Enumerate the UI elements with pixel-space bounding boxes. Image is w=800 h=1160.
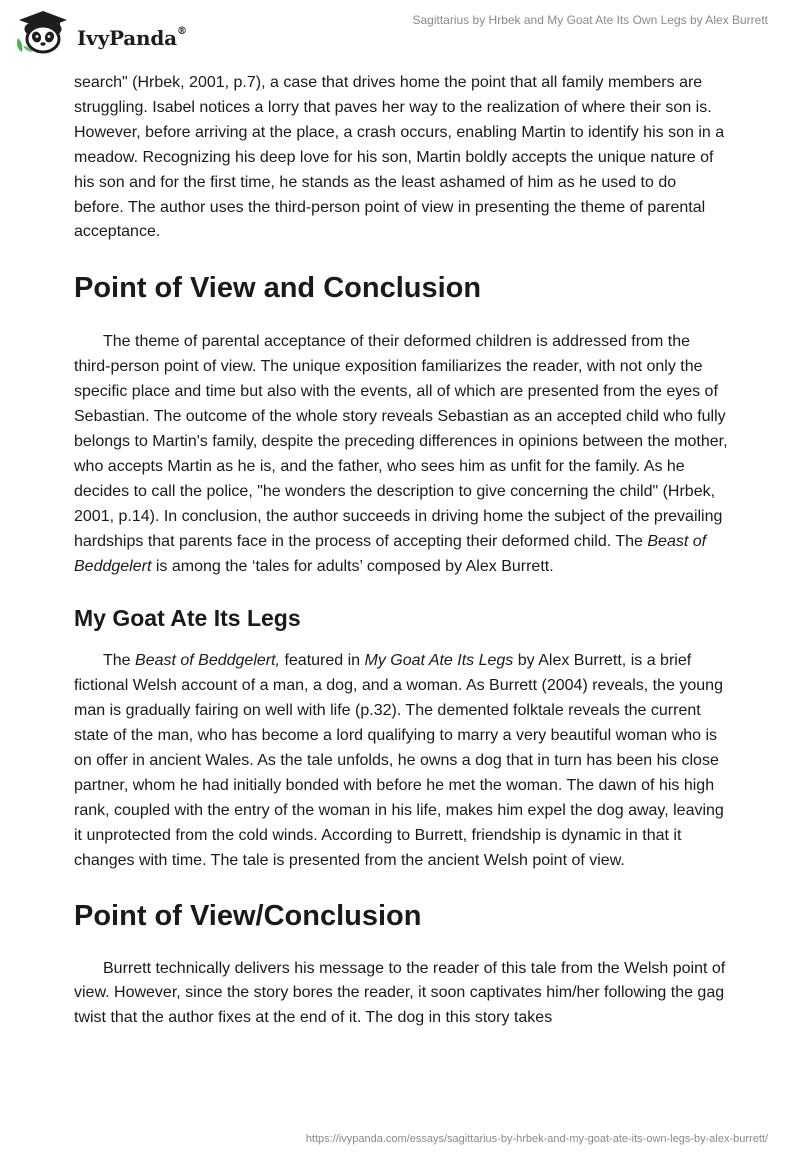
source-url[interactable]: https://ivypanda.com/essays/sagittarius-by-hrbek-and-my-goat-ate-its-own-legs-by-alex-burrett/ [305,1133,768,1145]
heading-point-of-view-conclusion: Point of View/Conclusion [74,899,422,932]
italic-title: My Goat Ate Its Legs [364,652,514,670]
paragraph-theme-acceptance: The theme of parental acceptance of their deformed children is addressed from the third-person point of view. The unique exposition familiarizes the reader, with not only the specific place and time but also with the events, all of which are presented from the eyes of Sebastian. The outcome of the whole story reveals Sebastian as an accepted child who fully belongs to Martin's family, despite the preceding differences in opinions between the mother, who accepts Martin as he is, and the father, who sees him as unfit for the family. As he decides to call the police, "he wonders the description to give concerning the child" (Hrbek, 2001, p.14). In conclusion, the author succeeds in driving home the subject of the prevailing hardships that parents face in the process of accepting their deformed child. The Beast of Beddgelert is among the ‘tales for adults’ composed by Alex Burrett. [74,333,728,575]
paragraph-burrett-message: Burrett technically delivers his message to the reader of this tale from the Welsh point of view. However, since the story bores the reader, it soon captivates him/her following the gag twist that the author fixes at the end of it. The dog in this story takes [74,959,726,1027]
document-title: Sagittarius by Hrbek and My Goat Ate Its Own Legs by Alex Burrett [412,13,768,27]
paragraph-continued: search" (Hrbek, 2001, p.7), a case that drives home the point that all family members are struggling. Isabel notices a lorry that paves her way to the realization of where their son is. However, before arriving at the place, a crash occurs, enabling Martin to identify his son in a meadow. Recognizing his deep love for his son, Martin boldly accepts the unique nature of his son and for the first time, he stands as the least ashamed of him as he used to do before. The author uses the third-person point of view in presenting the theme of parental acceptance. [74,74,725,241]
heading-point-of-view-and-conclusion: Point of View and Conclusion [74,272,482,305]
paragraph-beast-of-beddgelert: The Beast of Beddgelert, featured in My Goat Ate Its Legs by Alex Burrett, is a brief fictional Welsh account of a man, a dog, and a woman. As Burrett (2004) reveals, the young man is gradually fairing on well with life (p.32). The demented folktale reveals the current state of the man, who has become a lord qualifying to marry a very beautiful woman who is on offer in ancient Wales. As the tale unfolds, he owns a dog that in turn has been his close partner, whom he had initially bonded with before he met the woman. The dawn of his high rank, coupled with the entry of the woman in his life, makes him expel the dog away, leaving it unprotected from the cold winds. According to Burrett, friendship is dynamic in that it changes with time. The tale is presented from the ancient Welsh point of view. [74,652,724,869]
italic-title: Beast of Beddgelert [74,532,707,575]
essay-content [74,71,730,1031]
logo-wordmark: IvyPanda® [77,26,187,50]
registered-mark: ® [176,26,187,38]
page-header [0,0,800,66]
panda-logo-icon [14,8,72,56]
ivypanda-logo[interactable] [14,8,204,58]
italic-title: Beast of Beddgelert, [135,652,280,670]
heading-my-goat-ate-its-legs: My Goat Ate Its Legs [74,605,301,632]
